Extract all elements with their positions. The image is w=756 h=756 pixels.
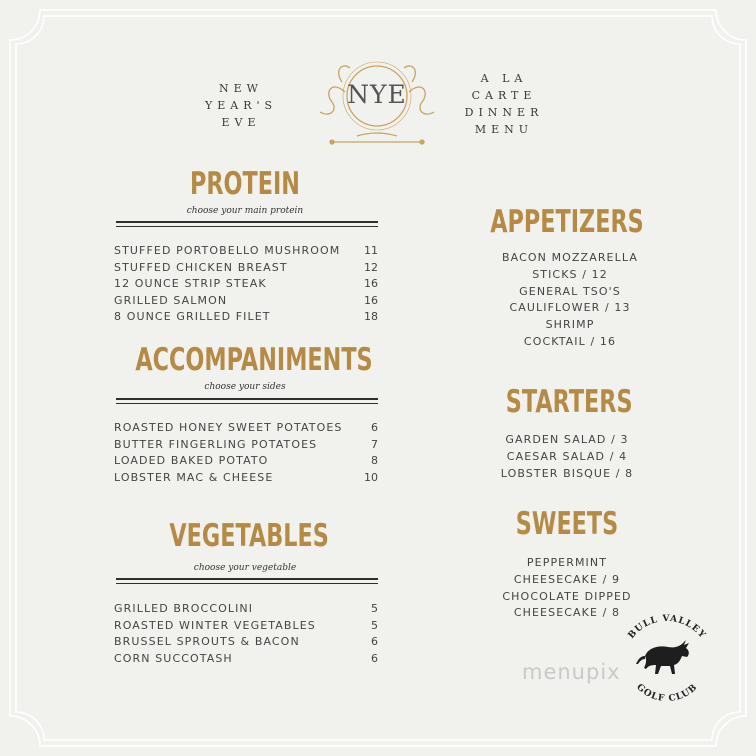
list-item: CAESAR SALAD / 4: [506, 449, 628, 463]
menu-item: GRILLED BROCCOLINI 5: [114, 602, 378, 615]
appetizers-title: APPETIZERS: [490, 204, 644, 240]
list-item: STICKS / 12: [532, 267, 608, 281]
accompaniments-divider: [116, 398, 378, 404]
watermark: menupix: [522, 660, 621, 684]
menu-item: 8 OUNCE GRILLED FILET 18: [114, 310, 378, 324]
menu-item: 12 OUNCE STRIP STEAK 16: [114, 277, 378, 291]
menu-item: BUTTER FINGERLING POTATOES 7: [114, 437, 378, 451]
starters-title: STARTERS: [505, 384, 633, 420]
menu-item: STUFFED PORTOBELLO MUSHROOM 11: [114, 244, 378, 257]
starters-list: [447, 432, 687, 482]
accompaniments-subtitle: choose your sides: [204, 382, 286, 392]
menu-item: GRILLED SALMON 16: [114, 293, 378, 307]
logo-text: NYE: [347, 80, 407, 109]
menu-item: ROASTED WINTER VEGETABLES 5: [114, 618, 378, 632]
menu-item: LOADED BAKED POTATO 8: [114, 454, 378, 468]
menu-item: ROASTED HONEY SWEET POTATOES 6: [114, 421, 378, 434]
list-item: CHOCOLATE DIPPED: [502, 589, 632, 603]
accompaniments-title: ACCOMPANIMENTS: [135, 342, 373, 378]
menu-item: STUFFED CHICKEN BREAST 12: [114, 260, 378, 274]
list-item: CHEESECAKE / 9: [513, 572, 621, 586]
menu-item: CORN SUCCOTASH 6: [114, 651, 378, 665]
protein-list: [114, 244, 380, 327]
vegetables-title: VEGETABLES: [169, 518, 329, 554]
vegetables-subtitle: choose your vegetable: [193, 563, 297, 573]
svg-text:BULL VALLEY: BULL VALLEY: [626, 613, 708, 641]
list-item: PEPPERMINT: [526, 556, 608, 569]
header-left-text: NEW YEAR'S EVE: [204, 82, 278, 129]
protein-divider: [116, 221, 378, 227]
vegetables-list: [114, 602, 380, 668]
header-right-text: A LA CARTE DINNER MENU: [464, 72, 544, 136]
list-item: GENERAL TSO'S: [519, 284, 621, 298]
vegetables-divider: [116, 578, 378, 584]
svg-text:GOLF CLUB: GOLF CLUB: [634, 682, 700, 702]
list-item: COCKTAIL / 16: [523, 334, 617, 348]
bull-icon: [612, 612, 722, 702]
list-item: BACON MOZZARELLA: [502, 251, 638, 264]
accompaniments-list: [114, 421, 380, 487]
list-item: CHEESECAKE / 8: [513, 606, 621, 620]
sweets-title: SWEETS: [515, 506, 619, 542]
menu-item: BRUSSEL SPROUTS & BACON 6: [114, 635, 378, 649]
menu-item: LOBSTER MAC & CHEESE 10: [114, 470, 378, 484]
list-item: LOBSTER BISQUE / 8: [500, 466, 634, 480]
appetizers-list: [450, 250, 690, 351]
list-item: CAULIFLOWER / 13: [509, 301, 631, 315]
list-item: SHRIMP: [545, 318, 595, 332]
protein-subtitle: choose your main protein: [186, 206, 304, 216]
list-item: GARDEN SALAD / 3: [505, 433, 629, 446]
protein-title: PROTEIN: [190, 166, 300, 202]
